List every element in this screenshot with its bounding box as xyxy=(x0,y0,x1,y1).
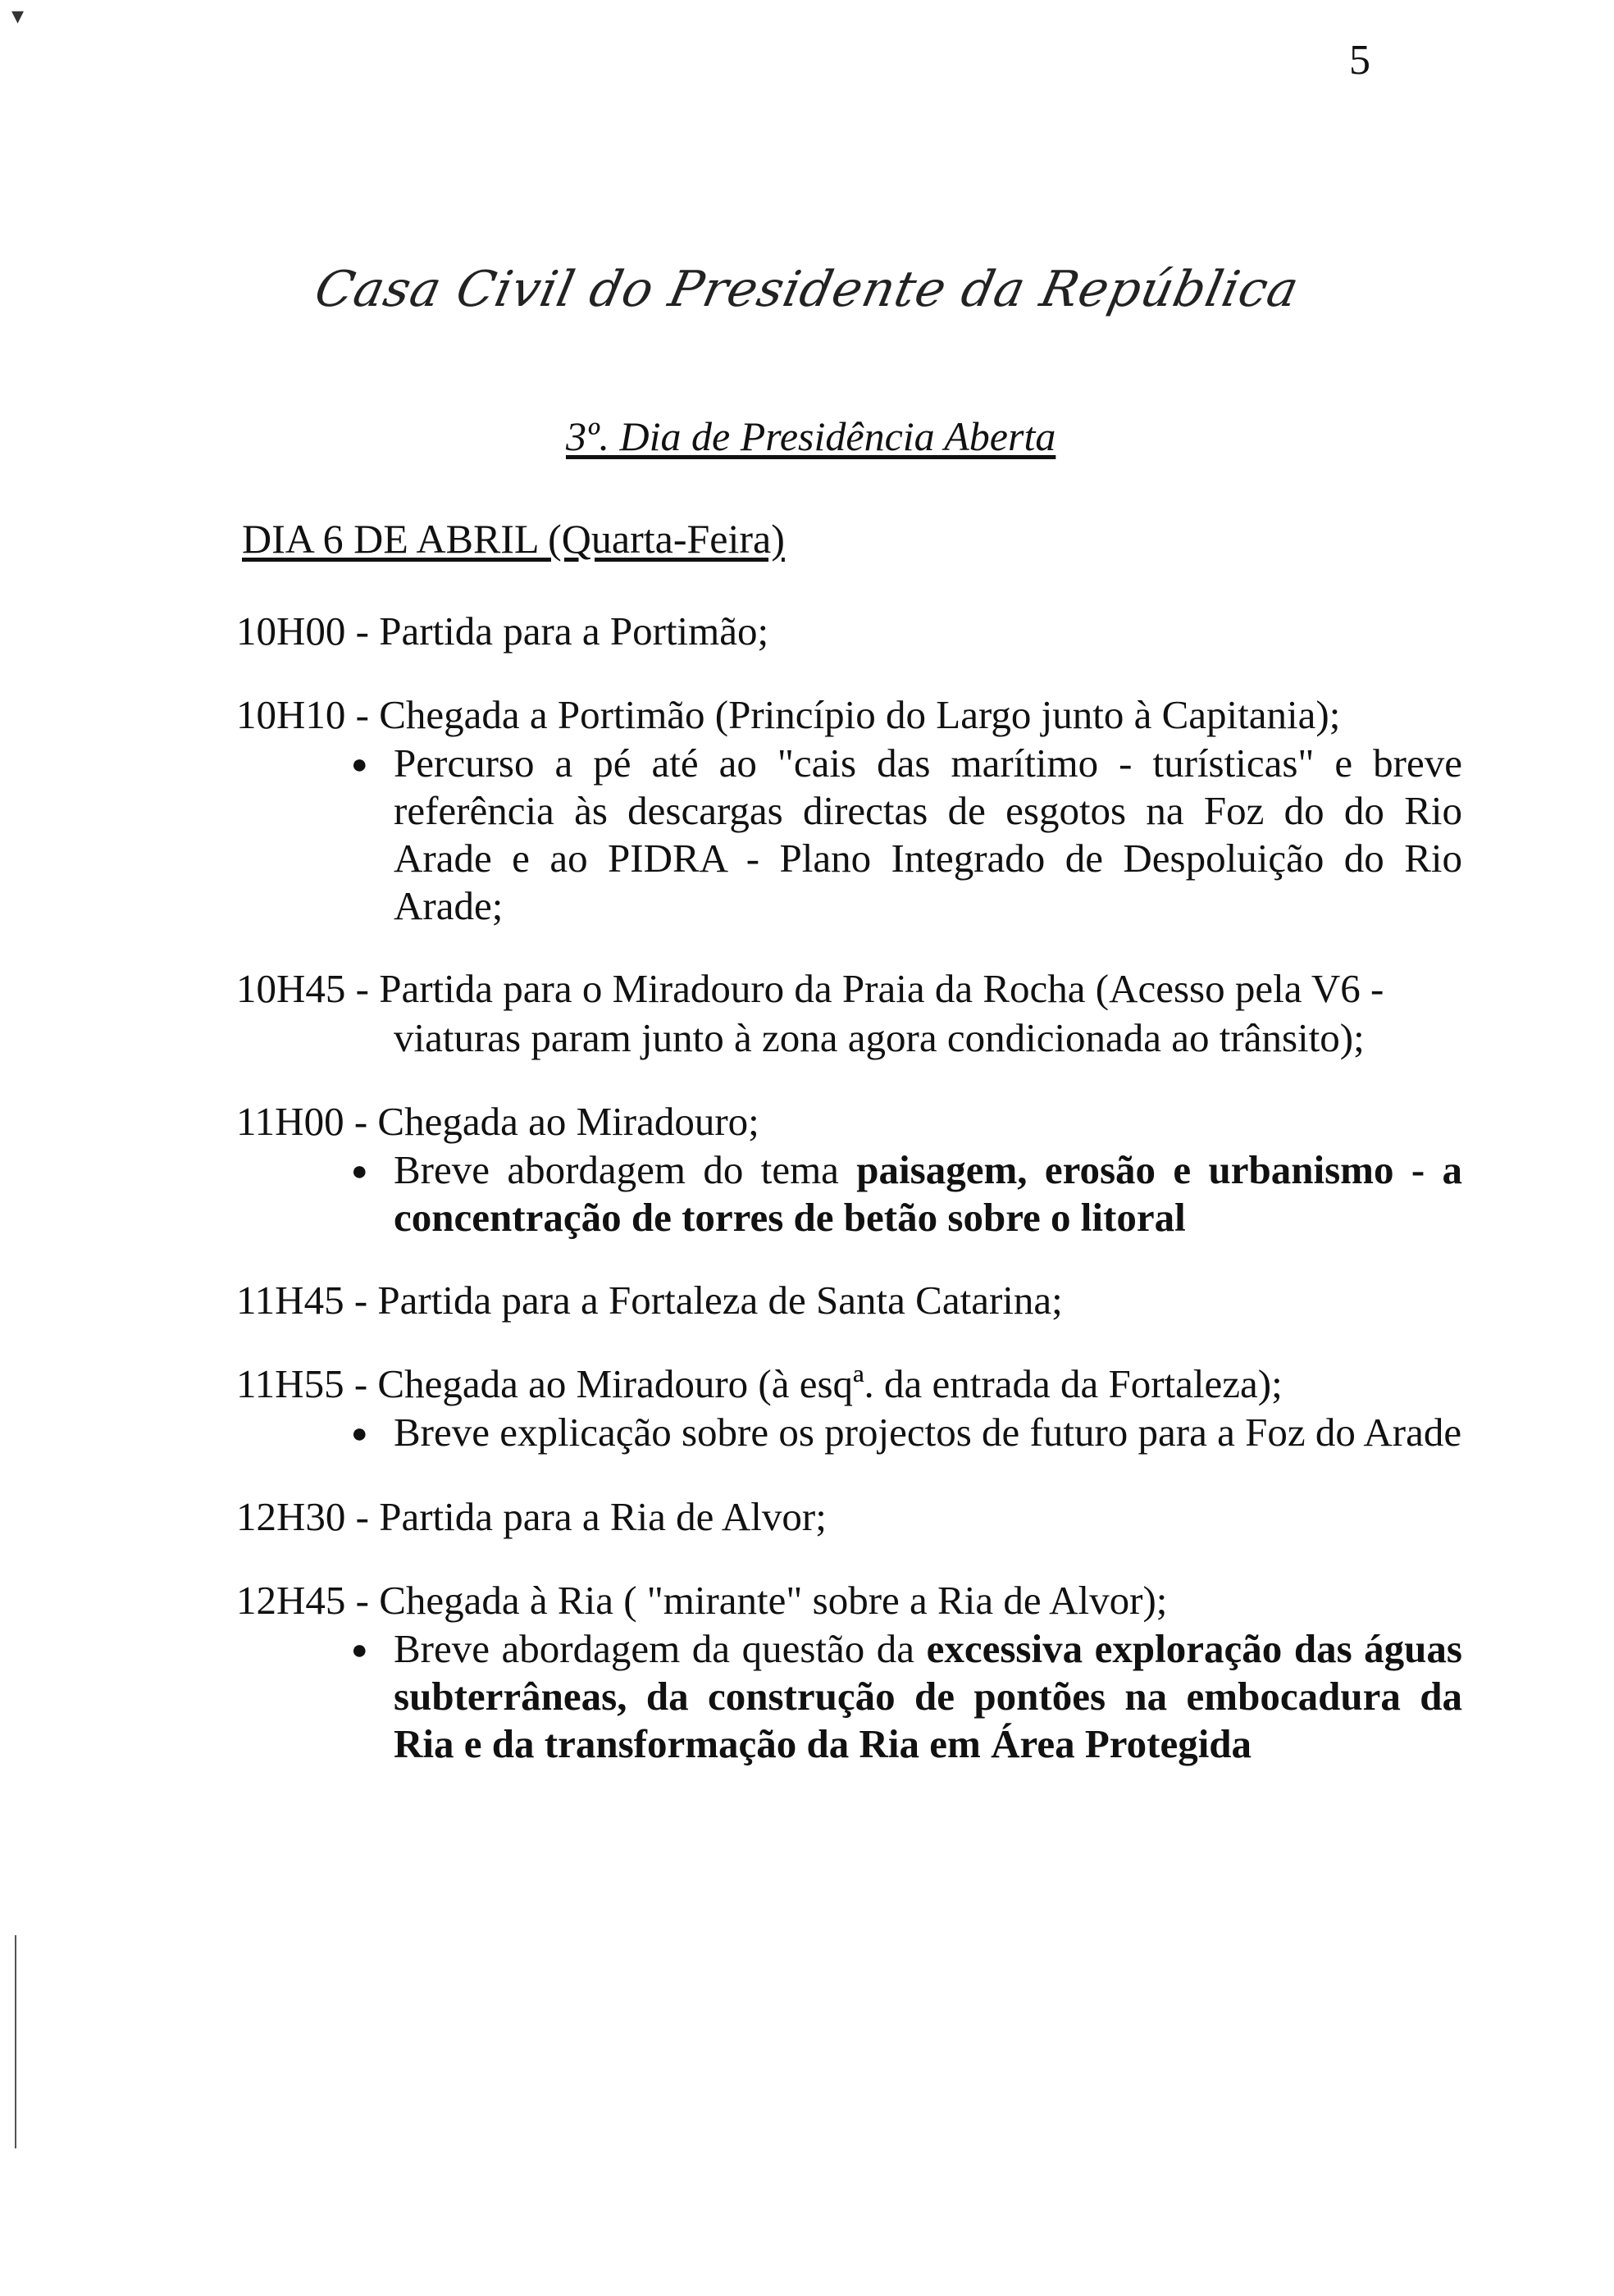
entry-time: 10H10 xyxy=(236,692,346,737)
schedule-entry: 11H55 - Chegada ao Miradouro (à esqª. da entrada da Fortaleza); ● Breve explicação sobre os projectos de futuro para a Foz do Arade xyxy=(236,1360,1462,1458)
bullet-icon: ● xyxy=(351,1156,368,1187)
bullet-icon: ● xyxy=(351,1419,368,1449)
schedule-entry: 10H45 - Partida para o Miradouro da Praia da Rocha (Acesso pela V6 - viaturas param junto à zona agora condicionada ao trânsito); xyxy=(236,964,1462,1063)
entry-text: Partida para a Ria de Alvor; xyxy=(379,1494,827,1539)
bullet-text: Percurso a pé até ao "cais das marítimo - turísticas" e breve referência às descargas directas de esgotos na Foz do do Rio Arade e ao PIDRA - Plano Integrado de Despoluição do Rio Arade; xyxy=(394,740,1462,928)
bullet-emphasis: paisagem, erosão e urbanismo - a concentração de torres de betão sobre o litoral xyxy=(394,1147,1462,1240)
day-heading: DIA 6 DE ABRIL (Quarta-Feira) xyxy=(242,516,785,562)
schedule-entry: 10H10 - Chegada a Portimão (Princípio do Largo junto à Capitania); ● Percurso a pé até ao "cais das marítimo - turísticas" e breve referência às descargas directas de esgotos na Foz do do Rio Arade e ao PIDRA - Plano Integrado de Despoluição do Rio Arade; xyxy=(236,692,1462,928)
bullet-icon: ● xyxy=(351,749,368,780)
entry-bullet xyxy=(351,1146,1462,1241)
entry-bullet xyxy=(351,1625,1462,1768)
entry-bullet xyxy=(351,740,1462,930)
entry-text: Chegada a Portimão (Princípio do Largo junto à Capitania); xyxy=(379,692,1341,737)
bullet-text: Breve explicação sobre os projectos de futuro para a Foz do Arade xyxy=(394,1410,1462,1455)
bullet-icon: ● xyxy=(351,1635,368,1665)
document-subtitle: 3º. Dia de Presidência Aberta xyxy=(566,413,1056,459)
entry-text: Partida para a Fortaleza de Santa Catarina; xyxy=(377,1278,1063,1323)
entry-time: 11H00 xyxy=(236,1099,344,1144)
entry-time: 11H55 xyxy=(236,1361,344,1406)
scan-margin-line xyxy=(15,1935,16,2148)
bullet-text: Breve abordagem do tema xyxy=(394,1147,857,1192)
schedule-entry: 12H45 - Chegada à Ria ( "mirante" sobre a Ria de Alvor); ● Breve abordagem da questão da excessiva exploração das águas subterrâneas, da construção de pontões na embocadura da Ria e da transformação da Ria em Área Protegida xyxy=(236,1578,1463,1766)
schedule-entry: 11H00 - Chegada ao Miradouro; ● Breve abordagem do tema paisagem, erosão e urbanismo - a concentração de torres de betão sobre o litoral xyxy=(236,1099,1462,1240)
entry-text: Partida para a Portimão; xyxy=(379,608,769,654)
entry-text: Chegada à Ria ( "mirante" sobre a Ria de Alvor); xyxy=(379,1578,1168,1623)
bullet-emphasis: excessiva exploração das águas subterrâneas, da construção de pontões na embocadura da Ria e da transformação da Ria em Área Protegida xyxy=(394,1626,1463,1766)
entry-continuation: viaturas param junto à zona agora condicionada ao trânsito); xyxy=(394,1015,1365,1060)
entry-text: Chegada ao Miradouro (à esqª. da entrada da Fortaleza); xyxy=(377,1361,1283,1406)
page-number: 5 xyxy=(1349,37,1370,84)
entry-time: 10H00 xyxy=(236,608,346,654)
entry-time: 12H45 xyxy=(236,1578,346,1623)
bullet-text: Breve abordagem da questão da xyxy=(394,1626,927,1671)
letterhead: Casa Civil do Presidente da República xyxy=(309,261,1305,318)
schedule-entry: 10H00 - Partida para a Portimão; xyxy=(236,607,1462,656)
scan-mark: ▾ xyxy=(11,2,25,30)
entry-text: Partida para o Miradouro da Praia da Rocha (Acesso pela V6 - xyxy=(379,966,1384,1011)
entry-bullet xyxy=(351,1409,1462,1458)
entry-text: Chegada ao Miradouro; xyxy=(377,1099,759,1144)
schedule-list xyxy=(236,607,1462,1802)
schedule-entry: 12H30 - Partida para a Ria de Alvor; xyxy=(236,1492,1462,1542)
entry-time: 10H45 xyxy=(236,966,346,1011)
schedule-entry: 11H45 - Partida para a Fortaleza de Santa Catarina; xyxy=(236,1276,1462,1325)
entry-time: 12H30 xyxy=(236,1494,346,1539)
entry-time: 11H45 xyxy=(236,1278,344,1323)
